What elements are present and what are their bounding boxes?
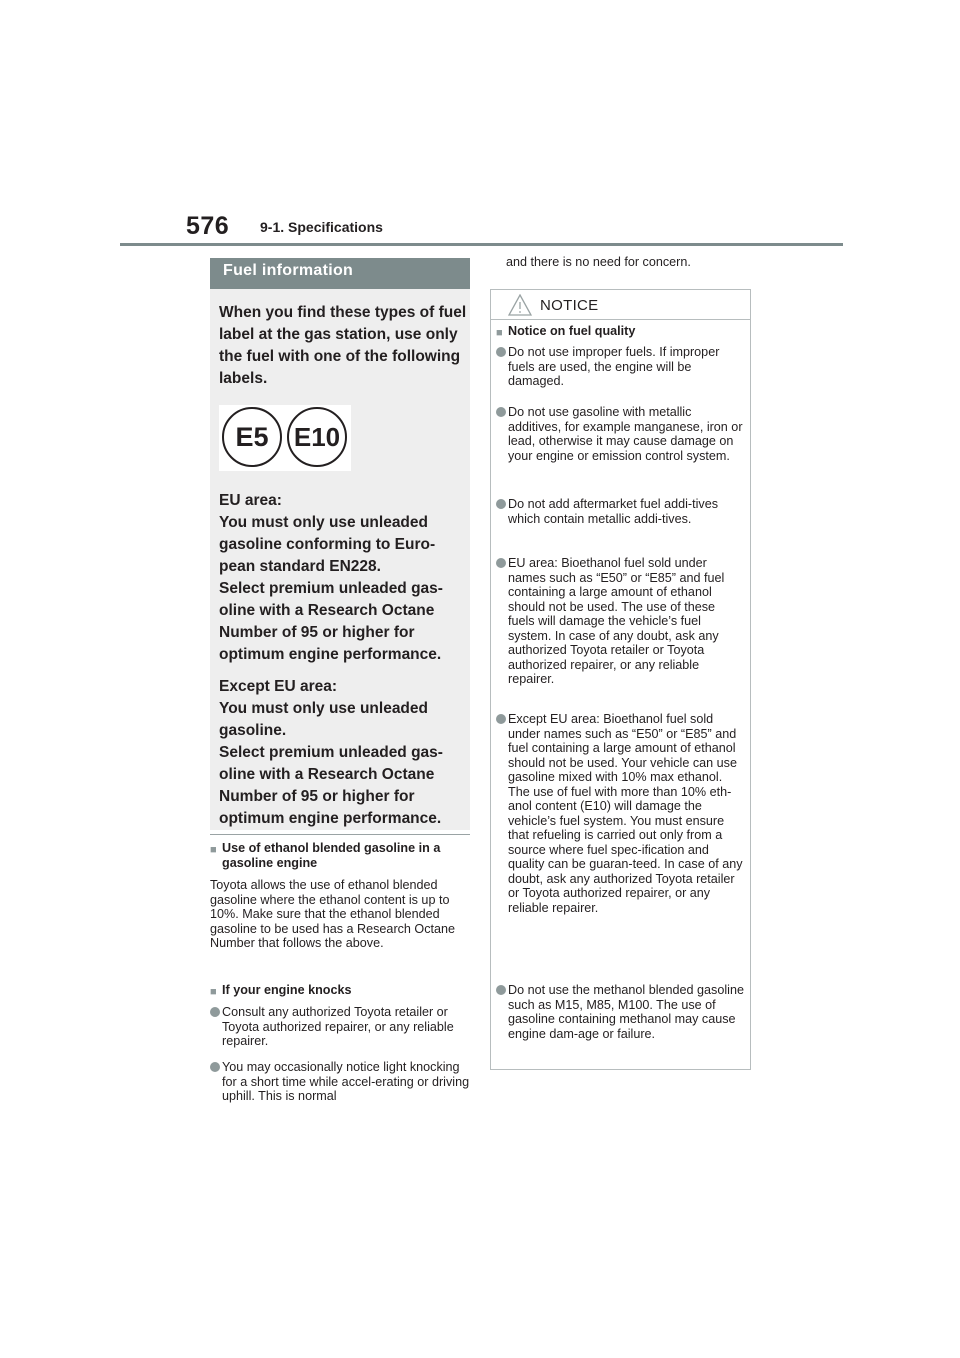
knocks-bullet-2 bbox=[210, 1060, 470, 1104]
round-bullet-icon bbox=[496, 558, 506, 568]
warning-icon bbox=[508, 294, 532, 316]
round-bullet-icon bbox=[496, 714, 506, 724]
notice-bullet-5 bbox=[496, 712, 744, 915]
notice-bullet-text: Do not use gasoline with metallic additives, for example manganese, iron or lead, otherwise it may cause damage on your engine or emission control system. bbox=[508, 405, 743, 463]
notice-bullet-text: EU area: Bioethanol fuel sold under names such as “E50” or “E85” and fuel containing a large amount of ethanol should not be used. The use of these fuels will damage the vehicle’s fuel system. In case of any doubt, ask any authorized Toyota retailer or Toyota authorized repairer, or any reliable repairer. bbox=[508, 556, 725, 686]
square-bullet-icon: ■ bbox=[210, 844, 217, 856]
eu-area-octane: Select premium unleaded gas-oline with a Research Octane Number of 95 or higher for optimum engine performance. bbox=[219, 580, 443, 663]
fuel-labels-panel bbox=[219, 405, 351, 471]
knocks-bullet-1-text: Consult any authorized Toyota retailer or Toyota authorized repairer, or any reliable repairer. bbox=[222, 1005, 454, 1048]
knocks-heading-item bbox=[210, 983, 470, 998]
notice-bullet-text: Do not use the methanol blended gasoline such as M15, M85, M100. The use of gasoline containing methanol may cause engine dam-age or failure. bbox=[508, 983, 744, 1041]
fuel-intro: When you find these types of fuel label at the gas station, use only the fuel with one of the following labels. bbox=[219, 304, 467, 387]
round-bullet-icon bbox=[496, 499, 506, 509]
square-bullet-icon: ■ bbox=[210, 986, 217, 998]
fuel-info-heading: Fuel information bbox=[210, 258, 470, 289]
notice-bullet-3 bbox=[496, 497, 744, 526]
fuel-label-e10: E10 bbox=[287, 407, 347, 467]
knocks-heading: If your engine knocks bbox=[222, 983, 352, 997]
notice-heading: Notice on fuel quality bbox=[508, 324, 636, 338]
notice-bullet-text: Do not use improper fuels. If improper fuels are used, the engine will be damaged. bbox=[508, 345, 720, 388]
knocks-bullet-2-text: You may occasionally notice light knocking for a short time while accel-erating or driving uphill. This is normal bbox=[222, 1060, 470, 1103]
notice-title: NOTICE bbox=[540, 297, 599, 314]
square-bullet-icon: ■ bbox=[496, 327, 503, 339]
notice-bullet-1 bbox=[496, 345, 744, 389]
except-eu-title: Except EU area: bbox=[219, 678, 338, 695]
notice-heading-item bbox=[496, 324, 744, 339]
eu-area-requirement: You must only use unleaded gasoline conforming to Euro-pean standard EN228. bbox=[219, 514, 436, 575]
section-title: 9-1. Specifications bbox=[260, 219, 383, 235]
header-rule bbox=[120, 243, 843, 246]
round-bullet-icon bbox=[210, 1062, 220, 1072]
knocks-bullet-1 bbox=[210, 1005, 470, 1049]
fuel-label-e5: E5 bbox=[222, 407, 282, 467]
section-divider bbox=[210, 834, 470, 835]
notice-bullet-2 bbox=[496, 405, 744, 463]
eu-area-title: EU area: bbox=[219, 492, 282, 509]
ethanol-heading: Use of ethanol blended gasoline in a gasoline engine bbox=[222, 841, 441, 870]
round-bullet-icon bbox=[496, 407, 506, 417]
round-bullet-icon bbox=[210, 1007, 220, 1017]
notice-bullet-4 bbox=[496, 556, 744, 687]
notice-bullet-6 bbox=[496, 983, 744, 1041]
fuel-info-content bbox=[219, 302, 467, 830]
except-eu-requirement: You must only use unleaded gasoline. bbox=[219, 700, 428, 739]
notice-bullet-text: Except EU area: Bioethanol fuel sold under names such as “E50” or “E85” and fuel containing a large amount of ethanol should not be used. Your vehicle can use gasoline mixed with 10% max ethanol. The use of fuel with more than 10% eth-anol content (E10) will damage the vehicle’s fuel system. You must ensure that refueling is carried out only from a source where fuel spec-ification and quality can be guaran-teed. In case of any doubt, ask any authorized Toyota retailer or Toyota authorized repairer, or any reliable repairer. bbox=[508, 712, 743, 915]
round-bullet-icon bbox=[496, 985, 506, 995]
knocks-bullet-2-continued: and there is no need for concern. bbox=[506, 255, 691, 269]
notice-bullet-text: Do not add aftermarket fuel addi-tives which contain metallic addi-tives. bbox=[508, 497, 719, 526]
ethanol-body: Toyota allows the use of ethanol blended gasoline where the ethanol content is up to 10%. Make sure that the ethanol blended gasoline to be used has a Research Octane Number that follows the above. bbox=[210, 878, 456, 950]
except-eu-octane: Select premium unleaded gas-oline with a Research Octane Number of 95 or higher for optimum engine performance. bbox=[219, 744, 443, 827]
round-bullet-icon bbox=[496, 347, 506, 357]
ethanol-heading-item bbox=[210, 841, 470, 870]
page-number: 576 bbox=[186, 212, 230, 240]
